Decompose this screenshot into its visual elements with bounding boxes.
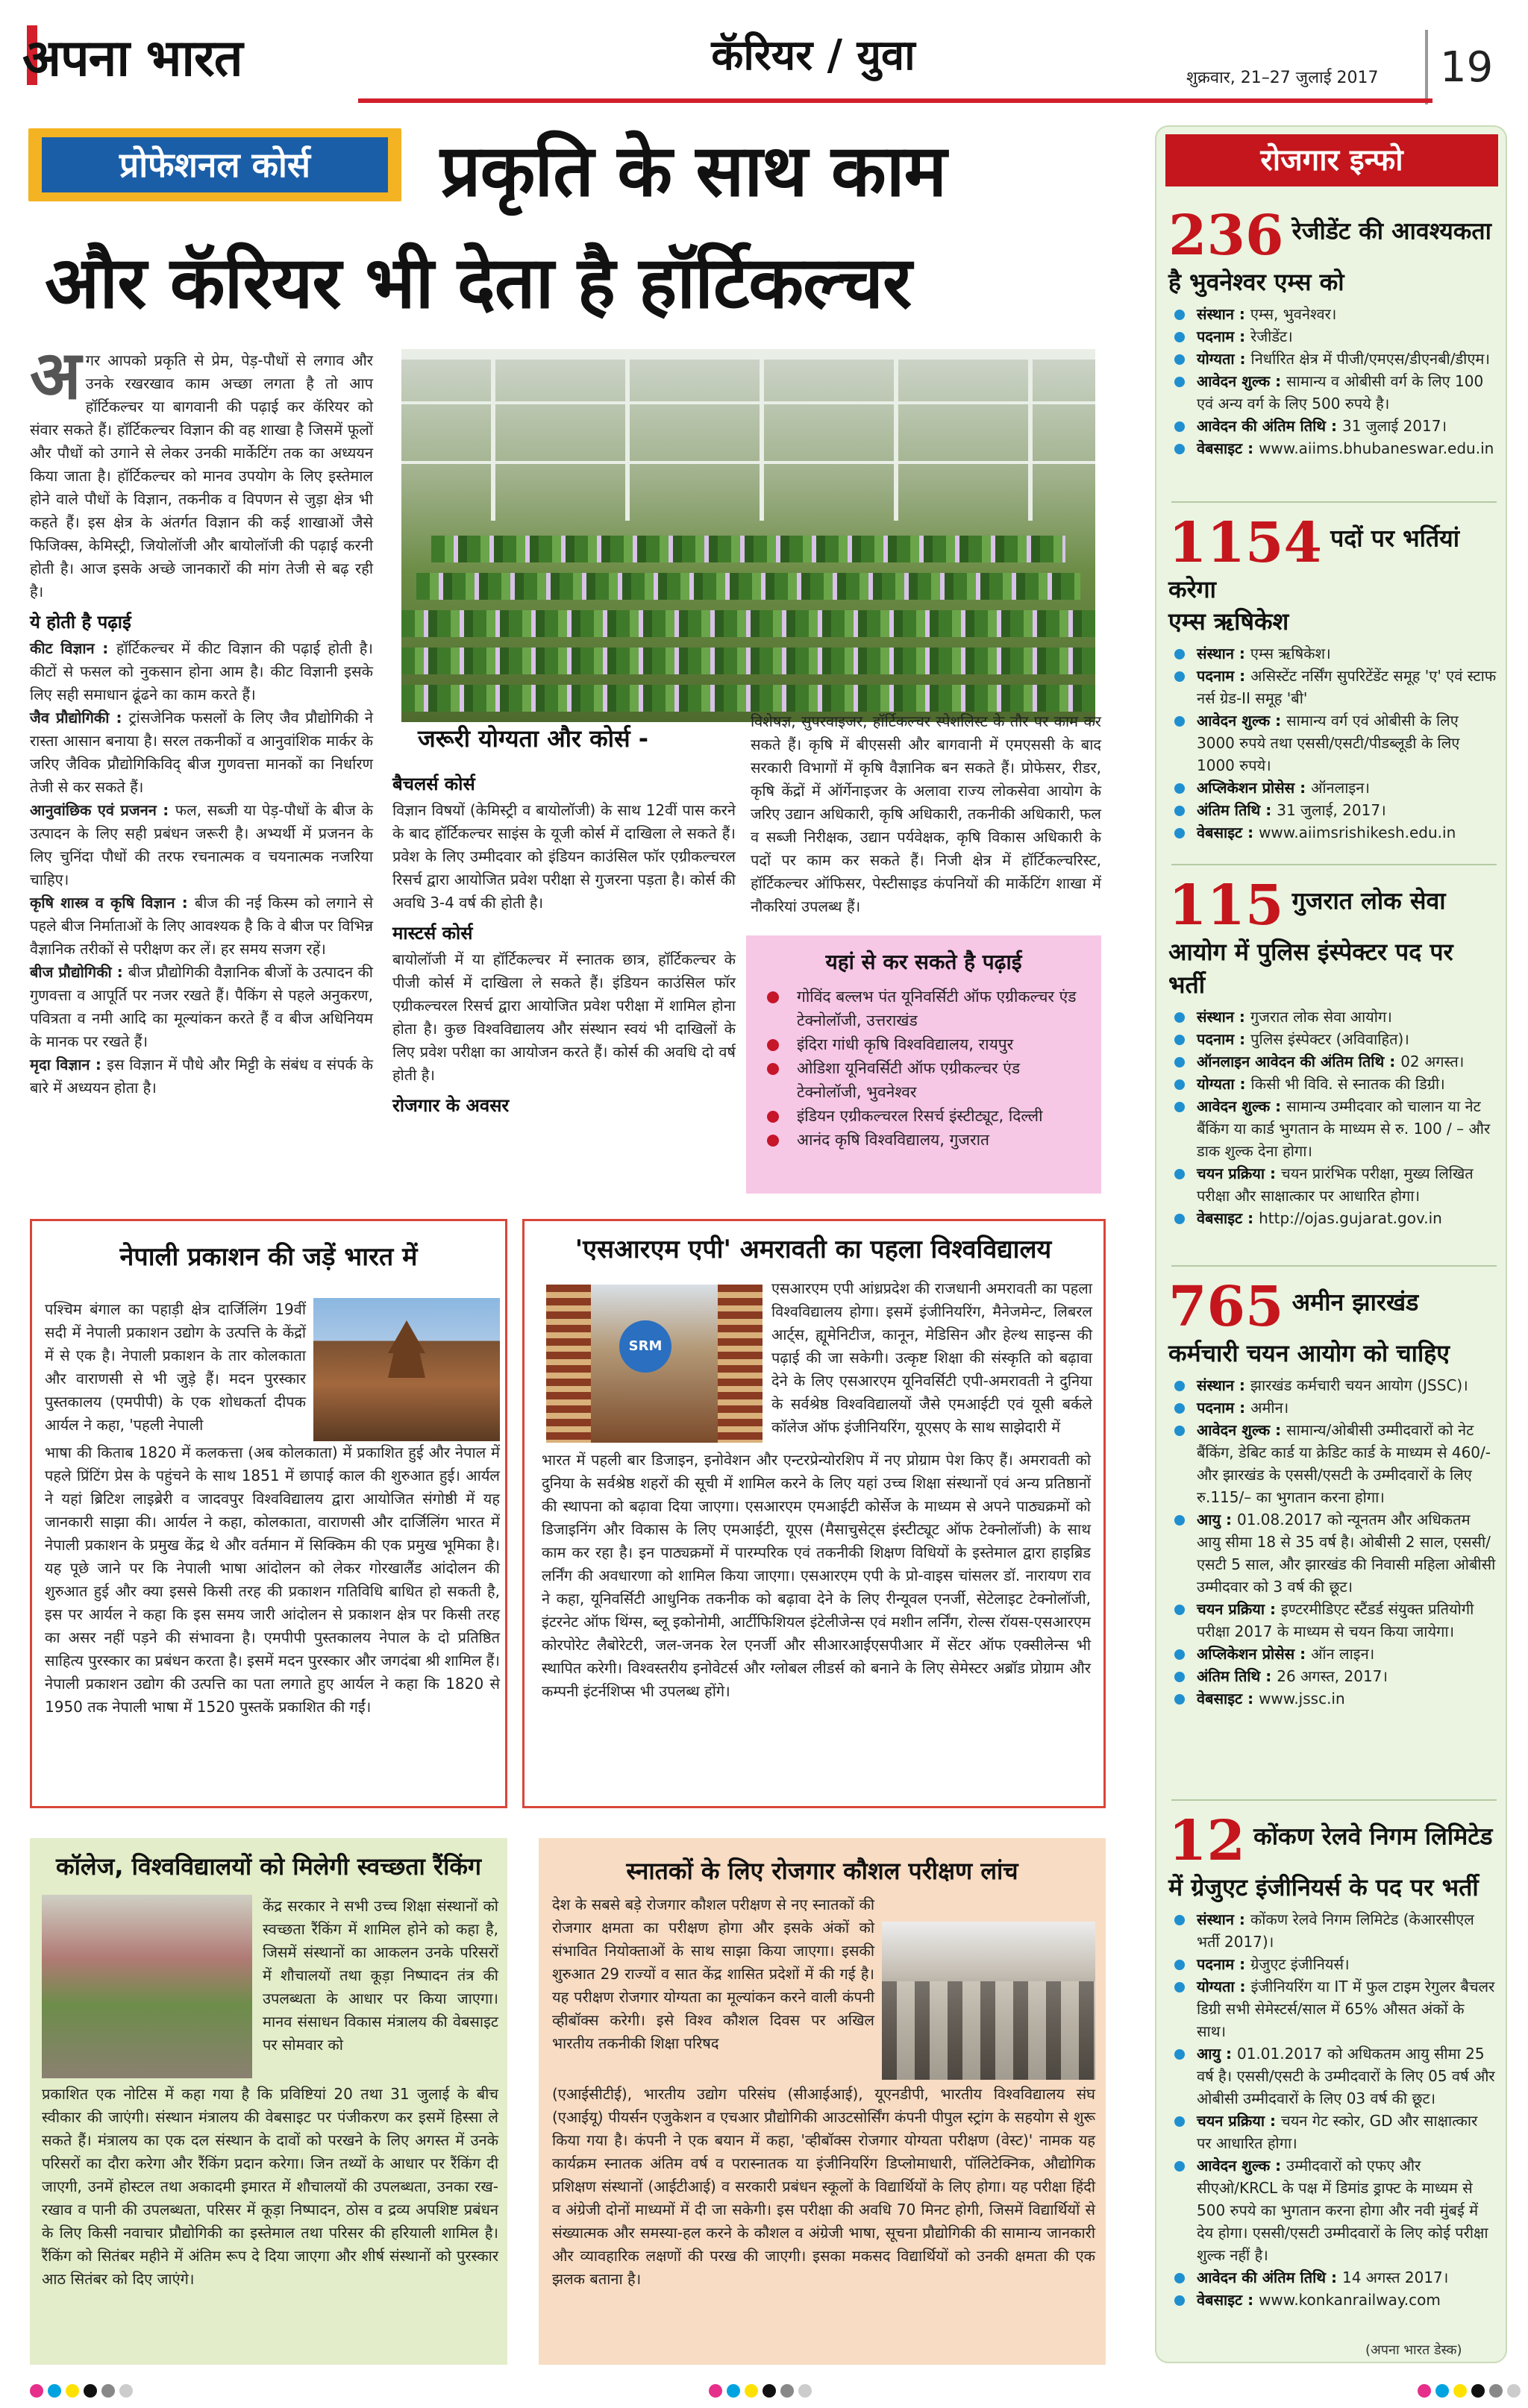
job-detail-label: योग्यता :: [1197, 1075, 1251, 1093]
job-headline-line2: है भुवनेश्वर एम्स को: [1168, 268, 1344, 296]
job-detail-value: http://ojas.gujarat.gov.in: [1259, 1209, 1442, 1227]
job-detail-value: चयन गेट स्कोर, GD और साक्षात्कार पर आधारित होगा।: [1197, 2112, 1478, 2152]
job-detail-value: ऑन लाइन।: [1311, 1645, 1375, 1663]
dropcap: अ: [30, 336, 81, 415]
section-title: कॅरियर / युवा: [711, 31, 915, 80]
study-institute-item: ओडिशा यूनिवर्सिटी ऑफ एग्रीकल्चर एंड टेक्नोलॉजी, भुवनेश्वर: [764, 1056, 1083, 1104]
job-detail-label: आवेदन की अंतिम तिथि :: [1197, 417, 1342, 435]
subject-text: फल, सब्जी या पेड़-पौधों के बीज के उत्पादन के लिए सही प्रबंधन जरूरी है। अभ्यर्थी में प्रजनन के लिए चुनिंदा पौधों की तरफ रचनात्मक व चयनात्मक नजरिया चाहिए।: [30, 801, 373, 888]
study-institute-item: आनंद कृषि विश्वविद्यालय, गुजरात: [764, 1128, 1083, 1152]
job-detail-item: [1168, 777, 1497, 799]
job-details-list: [1168, 1908, 1497, 2311]
desk-credit: (अपना भारत डेस्क): [1365, 2342, 1462, 2358]
study-institutes-title: यहां से कर सकते है पढ़ाई: [825, 950, 1022, 974]
srm-logo: SRM: [619, 1320, 671, 1373]
registration-dot: [1418, 2384, 1431, 2398]
registration-dot: [763, 2384, 776, 2398]
courses-column: [392, 765, 736, 1120]
headline-line-1: प्रकृति के साथ काम: [440, 129, 947, 213]
job-detail-item: [1168, 1598, 1497, 1643]
header-rule: [358, 98, 1432, 103]
headline-line-2: और कॅरियर भी देता है हॉर्टिकल्चर: [45, 241, 912, 324]
job-detail-value: सामान्य वर्ग एवं ओबीसी के लिए 3000 रुपये तथा एससी/एसटी/पीडब्लूडी के लिए 1000 रुपये।: [1197, 712, 1460, 774]
job-detail-label: संस्थान :: [1197, 645, 1250, 662]
job-listing: [1168, 1277, 1497, 1710]
registration-dot: [1489, 2384, 1503, 2398]
job-detail-value: उम्मीदवारों को एफए और सीएओ/KRCL के पक्ष में डिमांड ड्राफ्ट के माध्यम से 500 रुपये का भुगतान करना होगा और नवी मुंबई में देय होगा। एससी/एसटी उम्मीदवारों के लिए कोई परीक्षा शुल्क नहीं है।: [1197, 2157, 1488, 2264]
job-detail-item: [1168, 348, 1497, 370]
job-detail-item: [1168, 437, 1497, 460]
study-institute-item: इंडियन एग्रीकल्चरल रिसर्च इंस्टीट्यूट, दिल्ली: [764, 1104, 1083, 1128]
newspaper-logo: अपना भारत: [22, 28, 242, 88]
job-detail-value: इण्टरमीडिएट स्टैंडर्ड संयुक्त प्रतियोगी परीक्षा 2017 के माध्यम से चयन किया जायेगा।: [1197, 1600, 1474, 1640]
job-detail-value: निर्धारित क्षेत्र में पीजी/एमएस/डीएनबी/डीएम।: [1250, 350, 1490, 368]
job-headline-inline: अमीन झारखंड: [1283, 1288, 1419, 1317]
job-detail-value: चयन प्रारंभिक परीक्षा, मुख्य लिखित परीक्षा और साक्षात्कार पर आधारित होगा।: [1197, 1164, 1474, 1205]
job-detail-label: अप्लिकेशन प्रोसेस :: [1197, 1645, 1312, 1663]
job-detail-label: अंतिम तिथि :: [1197, 801, 1277, 819]
skill-test-title: स्नातकों के लिए रोजगार कौशल परीक्षण लांच: [626, 1857, 1018, 1885]
job-detail-label: आवेदन शुल्क :: [1197, 1097, 1287, 1115]
subject-item: [30, 799, 373, 891]
bachelor-heading: बैचलर्स कोर्स: [392, 774, 475, 794]
subject-term: मृदा विज्ञान :: [30, 1056, 107, 1073]
job-detail-value: अमीन।: [1250, 1399, 1289, 1417]
job-headline: [1168, 513, 1497, 605]
job-detail-value: ग्रेजुएट इंजीनियर्स।: [1250, 1955, 1350, 1973]
job-detail-item: [1168, 1207, 1497, 1229]
registration-dot: [798, 2384, 812, 2398]
job-separator: [1171, 501, 1497, 503]
subjects-list: [30, 637, 373, 1100]
job-detail-item: [1168, 1508, 1497, 1598]
registration-dot: [1507, 2384, 1521, 2398]
job-headline-line2: आयोग में पुलिस इंस्पेक्टर पद पर भर्ती: [1168, 938, 1453, 999]
skill-text-top: देश के सबसे बड़े रोजगार कौशल परीक्षण से नए स्नातकों की रोजगार क्षमता का परीक्षण होगा और इसके अंकों को संभावित नियोक्ताओं के साथ साझा किया जाएगा। इसकी शुरुआत 29 राज्यों व सात केंद्र शासित प्रदेशों में की गई है। यह परीक्षण रोजगार योग्यता का मूल्यांकन करने वाली कंपनी व्हीबॉक्स करेगी। इसे विश्व कौशल दिवस पर अखिल भारतीय तकनीकी शिक्षा परिषद: [552, 1896, 874, 2052]
registration-dot: [709, 2384, 722, 2398]
job-detail-item: [1168, 1095, 1497, 1162]
job-detail-label: वेबसाइट :: [1197, 439, 1259, 457]
subject-text: इस विज्ञान में पौधे और मिट्टी के संबंध व संपर्क के बारे में अध्ययन होता है।: [30, 1056, 373, 1097]
job-detail-label: आयु :: [1197, 1511, 1237, 1528]
registration-dot: [1435, 2384, 1449, 2398]
registration-dot: [119, 2384, 133, 2398]
masthead: [22, 15, 1507, 110]
nepal-temple-photo: [313, 1298, 500, 1441]
job-detail-item: [1168, 325, 1497, 348]
srm-text-bottom: भारत में पहली बार डिजाइन, इनोवेशन और एन्टरप्रेन्योरशिप में नए प्रोग्राम पेश किए हैं। अमरावती को दुनिया के सर्वश्रेष्ठ शहरों की सूची में शामिल करने के लिए यहां उच्च शिक्षा संस्थानों एवं अन्य प्रतिष्ठानों की स्थापना को बढ़ावा दिया जाएगा। एसआरएम एमआईटी कोर्सेज के माध्यम से अपने पाठ्यक्रमों को डिजाइनिंग और विकास के लिए एमआईटी, यूएस (मैसाचुसेट्स इंस्टीट्यूट ऑफ टेक्नोलॉजी) के साथ काम कर रहा है। इन पाठ्यक्रमों में पारम्परिक एवं तकनीकी शिक्षण विधियों के इस्तेमाल द्वारा हाइब्रिड लर्निंग की अवधारणा को शामिल किया जाएगा। एसआरएम एपी के प्रो-वाइस चांसलर डॉ. नारायण राव ने कहा, यूनिवर्सिटी आधुनिक तकनीक को बढ़ावा देने के लिए रीन्यूवल एनर्जी, सेटेलाइट टेक्नोलॉजी, इंटरनेट ऑफ थिंग्स, ब्लू इकोनोमी, आर्टीफिशियल इंटेलीजेन्स एवं मशीन लर्निंग, रोल्स रॉयस-एसआरएम कोरपोरेट लैबोरेटरी, जल-जनक रेल एनर्जी और सीआरआईएसपीआर में सेंटर ऑफ एक्सीलेन्स भी स्थापित करेगी। विश्वस्तरीय इनोवेटर्स और ग्लोबल लीडर्स को बनाने के लिए सेमेस्टर अब्रॉड प्रोग्राम और कम्पनी इंटर्नशिप्स भी उपलब्ध होंगे।: [542, 1451, 1092, 1700]
job-detail-value: एम्स ऋषिकेश।: [1250, 645, 1331, 662]
job-detail-item: [1168, 1050, 1497, 1073]
job-detail-value: रेजीडेंट।: [1250, 327, 1293, 345]
job-detail-value: 01.08.2017 को न्यूनतम और अधिकतम आयु सीमा 18 से 35 वर्ष है। ओबीसी 2 साल, एससी/एसटी 5 साल, और झारखंड की निवासी महिला ओबीसी उम्मीदवार को 3 वर्ष की छूट।: [1197, 1511, 1496, 1596]
job-detail-value: सामान्य उम्मीदवार को चालान या नेट बैंकिंग या कार्ड भुगतान के माध्यम से रु. 100 / – और डाक शुल्क देना होगा।: [1197, 1097, 1491, 1160]
job-headline-inline: गुजरात लोक सेवा: [1283, 886, 1446, 915]
job-detail-label: पदनाम :: [1197, 1030, 1251, 1048]
job-detail-value: www.aiimsrishikesh.edu.in: [1259, 824, 1456, 841]
job-detail-label: आवेदन शुल्क :: [1197, 372, 1287, 390]
job-listing: [1168, 513, 1497, 844]
nepal-text-top: पश्चिम बंगाल का पहाड़ी क्षेत्र दार्जिलिंग 19वीं सदी में नेपाली प्रकाशन उद्योग के उत्पत्ति के केंद्रों में से एक है। नेपाली प्रकाशन के तार कोलकाता और वाराणसी से भी जुड़े हैं। मदन पुरस्कार पुस्तकालय (एमपीपी) के एक शोधकर्ता दीपक आर्यल ने कहा, 'पहली नेपाली: [45, 1300, 306, 1434]
job-detail-label: आवेदन शुल्क :: [1197, 2157, 1287, 2175]
subject-item: [30, 706, 373, 799]
subject-item: [30, 1053, 373, 1100]
nepal-publishing-title: नेपाली प्रकाशन की जड़ें भारत में: [119, 1242, 418, 1272]
study-institutes-list: [764, 985, 1083, 1152]
job-detail-item: [1168, 2042, 1497, 2110]
job-headline: [1168, 1811, 1497, 1871]
job-vacancy-count: 765: [1168, 1275, 1284, 1339]
registration-dot: [727, 2384, 740, 2398]
job-detail-label: चयन प्रक्रिया :: [1197, 1600, 1281, 1618]
masters-heading: मास्टर्स कोर्स: [392, 923, 473, 944]
job-detail-value: कोंकण रेलवे निगम लिमिटेड (केआरसीएल भर्ती 2017)।: [1197, 1910, 1474, 1951]
job-detail-label: वेबसाइट :: [1197, 1209, 1259, 1227]
job-detail-label: पदनाम :: [1197, 327, 1251, 345]
masters-text: बायोलॉजी में या हॉर्टिकल्चर में स्नातक छात्र, हॉर्टिकल्चर के पीजी कोर्स में दाखिला ले सकते हैं। इंडियन काउंसिल फॉर एग्रीकल्चरल रिसर्च द्वारा आयोजित प्रवेश परीक्षा में शामिल होना होता है। कुछ विश्वविद्यालय और संस्थान स्वयं भी दाखिलों के लिए प्रवेश परीक्षा का आयोजन करते हैं। कोर्स की अवधि दो वर्ष होती है।: [392, 950, 736, 1084]
job-detail-item: [1168, 1028, 1497, 1050]
job-headline: [1168, 874, 1497, 938]
subject-text: हॉर्टिकल्चर में कीट विज्ञान की पढ़ाई होती है। कीटों से फसल को नुकसान होना आम है। कीट विज्ञानी इसके लिए सही समाधान ढूंढने का काम करते हैं।: [30, 639, 373, 703]
study-institute-item: गोविंद बल्लभ पंत यूनिवर्सिटी ऑफ एग्रीकल्चर एंड टेक्नोलॉजी, उत्तराखंड: [764, 985, 1083, 1032]
job-detail-item: [1168, 2289, 1497, 2311]
study-institute-item: इंदिरा गांधी कृषि विश्वविद्यालय, रायपुर: [764, 1032, 1083, 1056]
job-detail-item: [1168, 1643, 1497, 1665]
subjects-heading: ये होती है पढ़ाई: [30, 612, 131, 633]
srm-text-top: एसआरएम एपी आंध्रप्रदेश की राजधानी अमरावती का पहला विश्वविद्यालय होगा। इसमें इंजीनियरिंग, मैनेजमेन्ट, लिबरल आर्ट्स, ह्यूमेनिटीज, कानून, मेडिसिन और हेल्थ साइन्स की पढ़ाई की जा सकेगी। उत्कृष्ट शिक्षा की संस्कृति को बढ़ावा देने के लिए एसआरएम यूनिवर्सिटी एपी-अमरावती ने दुनिया के सर्वश्रेष्ठ विश्वविद्यालयों जैसे एमआईटी एवं यूसी बर्कले कॉलेज ऑफ इंजीनियरिंग, यूएसए के साथ साझेदारी में: [771, 1279, 1092, 1436]
registration-dot: [1471, 2384, 1485, 2398]
job-detail-label: आवेदन शुल्क :: [1197, 712, 1287, 730]
bachelor-text: विज्ञान विषयों (केमिस्ट्री व बायोलॉजी) के साथ 12वीं पास करने के बाद हॉर्टिकल्चर साइंस के यूजी कोर्स में दाखिला ले सकते हैं। प्रवेश के लिए उम्मीदवार को इंडियन काउंसिल फॉर एग्रीकल्चरल रिसर्च द्वारा आयोजित प्रवेश परीक्षा से गुजरना पड़ता है। कोर्स की अवधि 3-4 वर्ष की होती है।: [392, 801, 736, 912]
job-detail-value: www.aiims.bhubaneswar.edu.in: [1259, 439, 1494, 457]
subject-text: ट्रांसजेनिक फसलों के लिए जैव प्रौद्योगिकी ने रास्ता आसान बनाया है। सरल तकनीकों व आनुवांशिक मार्कर के जरिए जैविक प्रौद्योगिकिविद् बीज गुणवत्ता मानकों का निर्धारण तेजी से कर सकते हैं।: [30, 709, 374, 796]
job-headline-inline: कोंकण रेलवे निगम लिमिटेड: [1244, 1822, 1493, 1851]
subject-item: [30, 891, 373, 961]
job-detail-label: चयन प्रक्रिया :: [1197, 2112, 1281, 2130]
job-listing: [1168, 876, 1497, 1229]
job-detail-value: 14 अगस्त 2017।: [1342, 2269, 1449, 2286]
subject-text: बीज की नई किस्म को लगाने से पहले बीज निर्माताओं के लिए आवश्यक है कि वे बीज पर विभिन्न वैज्ञानिक तरीकों से परीक्षण कर लें। हर समय सजग रहें।: [30, 894, 373, 958]
job-detail-item: [1168, 2110, 1497, 2154]
job-vacancy-count: 236: [1168, 204, 1284, 268]
job-detail-label: संस्थान :: [1197, 305, 1250, 323]
job-headline: [1168, 206, 1497, 266]
job-detail-item: [1168, 799, 1497, 821]
job-detail-item: [1168, 415, 1497, 437]
job-detail-label: ऑनलाइन आवेदन की अंतिम तिथि :: [1197, 1053, 1401, 1070]
job-detail-label: आयु :: [1197, 2045, 1237, 2063]
registration-dot: [1453, 2384, 1467, 2398]
job-detail-item: [1168, 1953, 1497, 1975]
issue-date: शुक्रवार, 21–27 जुलाई 2017: [1186, 69, 1379, 87]
job-detail-item: [1168, 1908, 1497, 1953]
job-detail-item: [1168, 821, 1497, 844]
jobs-sidebar-title: रोजगार इन्फो: [1165, 134, 1498, 186]
job-detail-item: [1168, 665, 1497, 709]
subject-text: बीज प्रौद्योगिकी वैज्ञानिक बीजों के उत्पादन की गुणवत्ता व आपूर्ति पर नजर रखते हैं। पैकिंग से पहले अनुकरण, पवित्रता व नमी आदि का मूल्यांकन करते हैं व बीज अधिनियम के मानक पर रखते हैं।: [30, 963, 373, 1050]
job-detail-label: पदनाम :: [1197, 1399, 1251, 1417]
career-heading: रोजगार के अवसर: [392, 1095, 510, 1116]
registration-dot: [48, 2384, 61, 2398]
job-detail-item: [1168, 1006, 1497, 1028]
subject-item: [30, 637, 373, 706]
job-detail-value: 02 अगस्त।: [1400, 1053, 1465, 1070]
job-detail-item: [1168, 2154, 1497, 2266]
job-details-list: [1168, 303, 1497, 460]
job-detail-item: [1168, 709, 1497, 777]
job-detail-label: वेबसाइट :: [1197, 2291, 1259, 2309]
subject-term: आनुवांछिक एवं प्रजनन :: [30, 801, 175, 819]
job-separator: [1171, 864, 1497, 865]
srm-university-title: 'एसआरएम एपी' अमरावती का पहला विश्वविद्यालय: [574, 1235, 1052, 1264]
subject-term: कीट विज्ञान :: [30, 639, 116, 657]
job-detail-item: [1168, 2266, 1497, 2289]
job-detail-item: [1168, 1975, 1497, 2042]
registration-dot: [101, 2384, 115, 2398]
job-headline-line2: में ग्रेजुएट इंजीनियर्स के पद पर भर्ती: [1168, 1873, 1479, 1901]
section-badge: [28, 128, 401, 201]
job-detail-value: सामान्य/ओबीसी उम्मीदवारों को नेट बैंकिंग, डेबिट कार्ड या क्रेडिट कार्ड के माध्यम से 460/- और झारखंड के एससी/एसटी के उम्मीदवारों के लिए रु.115/– का भुगतान करना होगा।: [1197, 1421, 1491, 1506]
job-listing: [1168, 1811, 1497, 2311]
job-detail-label: पदनाम :: [1197, 1955, 1251, 1973]
job-detail-label: संस्थान :: [1197, 1376, 1250, 1394]
job-detail-item: [1168, 1665, 1497, 1687]
intro-paragraph: गर आपको प्रकृति से प्रेम, पेड़-पौधों से लगाव और उनके रखरखाव काम अच्छा लगता है तो आप हॉर्टिकल्चर या बागवानी की पढ़ाई कर कॅरियर को संवार सकते हैं। हॉर्टिकल्चर विज्ञान की वह शाखा है जिसमें फूलों और पौधों को उगाने से लेकर उनकी मार्केटिंग तक का अध्ययन किया जाता है। हॉर्टिकल्चर को मानव उपयोग के लिए इस्तेमाल होने वाले पौधों के विज्ञान, तकनीक व विपणन से जुड़ा क्षेत्र भी कहते हैं। इस क्षेत्र के अंतर्गत विज्ञान की कई शाखाओं जैसे फिजिक्स, केमिस्ट्री, जियोलॉजी और बायोलॉजी की पढ़ाई करनी होती है। आज इसके अच्छे जानकारों की मांग तेजी से बढ़ रही है।: [30, 351, 373, 601]
registration-dot: [84, 2384, 97, 2398]
job-detail-value: सामान्य व ओबीसी वर्ग के लिए 100 एवं अन्य वर्ग के लिए 500 रुपये है।: [1197, 372, 1484, 413]
job-detail-item: [1168, 1374, 1497, 1396]
job-detail-label: आवेदन शुल्क :: [1197, 1421, 1287, 1439]
job-detail-value: 01.01.2017 को अधिकतम आयु सीमा 25 वर्ष है। एससी/एसटी के उम्मीदवारों के लिए 05 वर्ष और ओबीसी उम्मीदवारों के लिए 03 वर्ष की छूट।: [1197, 2045, 1495, 2107]
job-detail-item: [1168, 1687, 1497, 1710]
cleaning-campaign-photo: [42, 1895, 252, 2078]
job-detail-value: www.konkanrailway.com: [1259, 2291, 1441, 2309]
job-detail-label: वेबसाइट :: [1197, 1690, 1259, 1708]
print-color-bar: [0, 2378, 1528, 2404]
job-detail-label: योग्यता :: [1197, 350, 1251, 368]
section-badge-label: प्रोफेशनल कोर्स: [42, 137, 388, 192]
job-details-list: [1168, 642, 1497, 844]
job-detail-value: गुजरात लोक सेवा आयोग।: [1250, 1008, 1392, 1026]
job-detail-value: इंजीनियरिंग या IT में फुल टाइम रेगुलर बैचलर डिग्री सभी सेमेस्टर्स/साल में 65% औसत अंकों के साथ।: [1197, 1978, 1495, 2040]
job-detail-label: आवेदन की अंतिम तिथि :: [1197, 2269, 1342, 2286]
skill-text-bottom: (एआईसीटीई), भारतीय उद्योग परिसंघ (सीआईआई), यूएनडीपी, भारतीय विश्वविद्यालय संघ (एआईयू) पीयर्सन एजुकेशन व एचआर प्रौद्योगिकी आउटसोर्सिंग कंपनी पीपुल स्ट्रांग के सहयोग से शुरू किया गया है। कंपनी ने एक बयान में कहा, 'व्हीबॉक्स रोजगार योग्यता परीक्षण (वेस्ट)' नामक यह कार्यक्रम स्नातक अंतिम वर्ष व परास्नातक या इंजीनियरिंग डिप्लोमाधारी, पॉलिटेक्निक, औद्योगिक प्रशिक्षण संस्थानों (आईटीआई) व सरकारी प्रबंधन स्कूलों के विद्यार्थियों के लिए होगा। यह परीक्षा हिंदी व अंग्रेजी दोनों माध्यमों में दी जा सकेगी। इस परीक्षा की अवधि 70 मिनट होगी, जिसमें विद्यार्थियों से संख्यात्मक और समस्या-हल करने के कौशल व अंग्रेजी भाषा, सूचना प्रौद्योगिकी की सामान्य जानकारी और व्यावहारिक लक्षणों की परख की जाएगी। इसका मकसद विद्यार्थियों को उनकी क्षमता की एक झलक बताना है।: [552, 2085, 1095, 2288]
greenhouse-photo: [401, 349, 1095, 722]
job-detail-label: पदनाम :: [1197, 667, 1251, 685]
study-institutes-box: [746, 935, 1101, 1194]
cleanliness-ranking-title: कॉलेज, विश्वविद्यालयों को मिलेगी स्वच्छता रैंकिंग: [56, 1852, 481, 1881]
job-detail-item: [1168, 303, 1497, 325]
job-detail-value: www.jssc.in: [1259, 1690, 1345, 1708]
job-detail-value: झारखंड कर्मचारी चयन आयोग (JSSC)।: [1250, 1376, 1468, 1394]
intro-column: [30, 336, 374, 1100]
exam-hall-photo: [882, 1922, 1095, 2080]
job-headline: [1168, 1277, 1497, 1337]
job-details-list: [1168, 1374, 1497, 1710]
registration-dot: [66, 2384, 79, 2398]
career-text: विशेषज्ञ, सुपरवाइजर, हॉर्टिकल्चर स्पेशलिस्ट के तौर पर काम कर सकते हैं। कृषि में बीएससी और बागवानी में एमएससी के बाद सरकारी विभागों में कृषि वैज्ञानिक बन सकते हैं। प्रोफेसर, रीडर, कृषि केंद्रों में ऑर्गेनाइजर के अलावा राज्य लोकसेवा आयोग के जरिए उद्यान अधिकारी, कृषि अधिकारी, तकनीकी अधिकारी, फल व सब्जी निरीक्षक, उद्यान पर्यवेक्षक, कृषि विकास अधिकारी के पदों पर काम कर सकते हैं। निजी क्षेत्र में हॉर्टिकल्चरिस्ट, हॉर्टिकल्चर ऑफिसर, पेस्टीसाइड कंपनियों की मार्केटिंग शाखा में नौकरियां उपलब्ध हैं।: [751, 712, 1101, 915]
job-detail-label: योग्यता :: [1197, 1978, 1251, 1995]
job-detail-value: 31 जुलाई, 2017।: [1277, 801, 1386, 819]
job-detail-item: [1168, 1073, 1497, 1095]
job-headline-line2: एम्स ऋषिकेश: [1168, 607, 1289, 636]
job-detail-value: पुलिस इंस्पेक्टर (अविवाहित)।: [1250, 1030, 1409, 1048]
job-separator: [1171, 1265, 1497, 1267]
nepal-text-bottom: भाषा की किताब 1820 में कलकत्ता (अब कोलकाता) में प्रकाशित हुई और नेपाल में पहले प्रिंटिंग प्रेस के पहुंचने के साथ 1851 में छापाई काल की शुरुआत हुई। आर्यल ने यहां ब्रिटिश लाइब्रेरी व जादवपुर विश्वविद्यालय द्वारा आयोजित संगोष्ठी में यह जानकारी साझा की। आर्यल ने कहा, कोलकाता, वाराणसी और दार्जिलिंग भारत में नेपाली प्रकाशन के प्रमुख केंद्र थे और वर्तमान में सिक्किम की एक प्रमुख भूमिका है। यह पूछे जाने पर कि नेपाली भाषा आंदोलन को लेकर गोरखालैंड आंदोलन की शुरुआत हुई और क्या इससे किसी तरह की प्रकाशन गतिविधि बाधित हो सकती है, इस पर आर्यल ने कहा कि इस समय जारी आंदोलन से प्रकाशन क्षेत्र पर किसी तरह का असर नहीं पड़ने की संभावना है। एमपीपी पुस्तकालय नेपाल के दो प्रतिष्ठित साहित्य पुरस्कार का प्रबंधन करता है। इसमें मदन पुरस्कार और जगदंबा श्री शामिल हैं। नेपाली प्रकाशन उद्योग की उत्पत्ति का पता लगाते हुए आर्यल ने कहा कि 1820 से 1950 तक नेपाली भाषा में 1520 पुस्तकें प्रकाशित की गईं।: [45, 1443, 500, 1716]
ranking-text-bottom: प्रकाशित एक नोटिस में कहा गया है कि प्रविष्टियां 20 तथा 31 जुलाई के बीच स्वीकार की जाएंगी। संस्थान मंत्रालय की वेबसाइट पर पंजीकरण कर इसमें हिस्सा ले सकते हैं। मंत्रालय का एक दल संस्थान के दावों को परखने के लिए अगस्त में उनके परिसरों का दौरा करेगा और रैंकिंग प्रदान करेगा। जिन तथ्यों के आधार पर रैंकिंग दी जाएगी, उनमें होस्टल तथा अकादमी इमारत में शौचालयों की उपलब्धता, उनका रख-रखाव व पानी की उपलब्धता, परिसर में कूड़ा निष्पादन, ठोस व द्रव्य अपशिष्ट प्रबंधन के लिए किसी नवाचार प्रौद्योगिकी का इस्तेमाल तथा परिसर की हरियाली शामिल है। रैंकिंग को सितंबर महीने में अंतिम रूप दे दिया जाएगा और शीर्ष संस्थानों को पुरस्कार आठ सितंबर को दिए जाएंगे।: [42, 2085, 498, 2288]
subject-term: जैव प्रौद्योगिकी :: [30, 709, 129, 727]
career-column: [751, 710, 1101, 918]
job-detail-label: चयन प्रक्रिया :: [1197, 1164, 1281, 1182]
eligibility-heading: जरूरी योग्यता और कोर्स -: [418, 724, 649, 753]
job-headline-inline: पदों पर भर्तियां करेगा: [1168, 524, 1459, 603]
job-detail-value: किसी भी विवि. से स्नातक की डिग्री।: [1250, 1075, 1445, 1093]
job-detail-item: [1168, 1162, 1497, 1207]
job-detail-value: 31 जुलाई 2017।: [1342, 417, 1447, 435]
job-detail-value: असिस्टेंट नर्सिंग सुपरिटेंडेंट समूह 'ए' एवं स्टाफ नर्स ग्रेड-II समूह 'बी': [1197, 667, 1497, 707]
job-headline-line2: कर्मचारी चयन आयोग को चाहिए: [1168, 1339, 1450, 1367]
subject-term: कृषि शास्त्र व कृषि विज्ञान :: [30, 894, 195, 912]
job-detail-item: [1168, 1419, 1497, 1508]
job-detail-value: ऑनलाइन।: [1311, 779, 1370, 797]
ranking-text-top: केंद्र सरकार ने सभी उच्च शिक्षा संस्थानों को स्वच्छता रैंकिंग में शामिल होने को कहा है, जिसमें संस्थानों का आकलन उनके परिसरों में शौचालयों तथा कूड़ा निष्पादन तंत्र की उपलब्धता के आधार पर किया जाएगा। मानव संसाधन विकास मंत्रालय की वेबसाइट पर सोमवार को: [263, 1897, 498, 2054]
job-detail-item: [1168, 1396, 1497, 1419]
job-detail-label: संस्थान :: [1197, 1910, 1250, 1928]
job-headline-inline: रेजीडेंट की आवश्यकता: [1283, 216, 1491, 245]
job-detail-item: [1168, 370, 1497, 415]
job-detail-value: 26 अगस्त, 2017।: [1277, 1667, 1388, 1685]
job-listing: [1168, 206, 1497, 460]
job-vacancy-count: 1154: [1168, 511, 1322, 575]
registration-dot: [30, 2384, 43, 2398]
page-number: 19: [1440, 43, 1494, 92]
job-details-list: [1168, 1006, 1497, 1229]
job-detail-value: एम्स, भुवनेश्वर।: [1250, 305, 1337, 323]
job-vacancy-count: 115: [1168, 874, 1284, 938]
job-separator: [1171, 1799, 1497, 1801]
registration-dot: [780, 2384, 794, 2398]
job-detail-label: अंतिम तिथि :: [1197, 1667, 1277, 1685]
subject-item: [30, 961, 373, 1053]
job-detail-label: अप्लिकेशन प्रोसेस :: [1197, 779, 1312, 797]
job-detail-item: [1168, 642, 1497, 665]
job-detail-label: संस्थान :: [1197, 1008, 1250, 1026]
registration-dot: [745, 2384, 758, 2398]
job-detail-label: वेबसाइट :: [1197, 824, 1259, 841]
job-vacancy-count: 12: [1168, 1809, 1245, 1873]
page-number-divider: [1425, 30, 1428, 104]
subject-term: बीज प्रौद्योगिकी :: [30, 963, 128, 981]
